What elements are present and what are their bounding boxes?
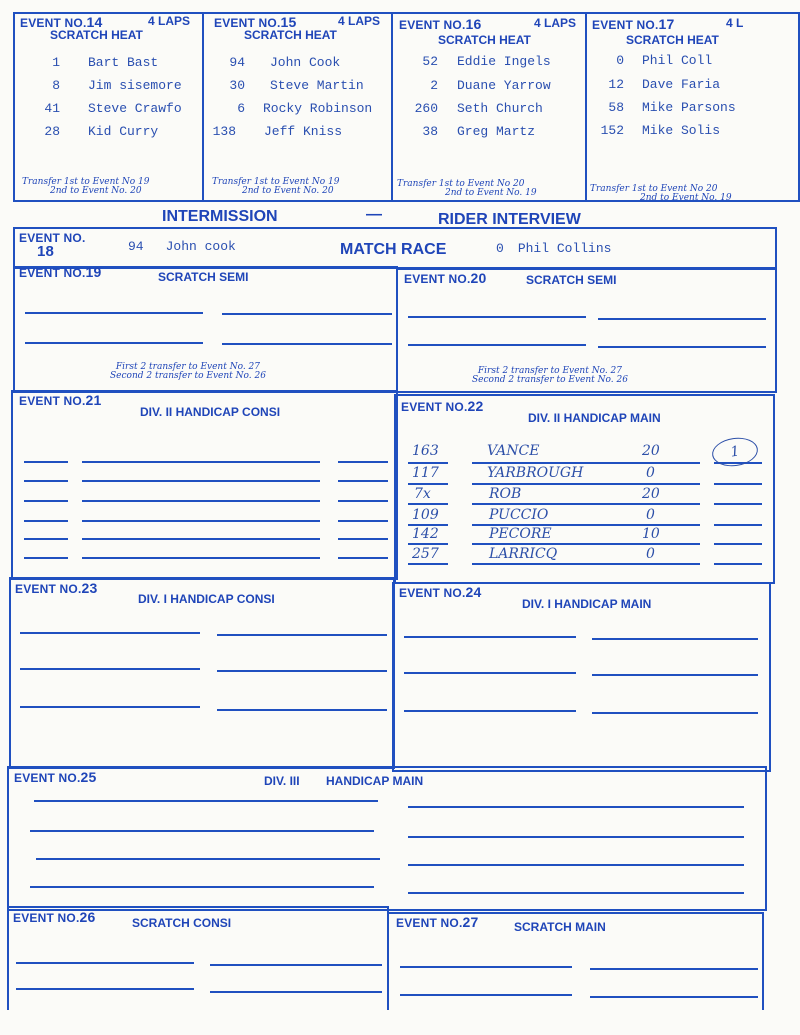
rider-name: Steve Martin (270, 78, 364, 93)
rider-line (20, 632, 200, 634)
rider-line (400, 994, 572, 996)
event-22-title: DIV. II HANDICAP MAIN (528, 411, 661, 425)
rider-row (400, 54, 551, 69)
rider-line (24, 461, 68, 463)
rider-number: 41 (44, 101, 60, 116)
intermission-label: INTERMISSION (162, 208, 278, 225)
rider-line (217, 670, 387, 672)
intermission-dash: — (366, 206, 382, 223)
rider-number: 38 (422, 124, 438, 139)
event-25-label (14, 769, 96, 785)
rider-line (24, 480, 68, 482)
rider-line (24, 520, 68, 522)
event-label: EVENT NO. (19, 231, 86, 245)
entry-number: 117 (412, 465, 439, 481)
match-rider-1 (128, 239, 236, 254)
event-16-label (399, 16, 481, 32)
entry-handicap: 0 (646, 465, 655, 481)
event-14-laps: 4 LAPS (148, 14, 191, 28)
rider-number: 1 (52, 55, 60, 70)
event-24-title: DIV. I HANDICAP MAIN (522, 597, 652, 611)
rider-row (592, 77, 720, 92)
rider-row (208, 55, 340, 70)
rider-name: Mike Solis (642, 123, 721, 138)
rider-line (472, 563, 700, 565)
rider-number: 94 (128, 239, 144, 254)
event-number: 17 (658, 16, 675, 32)
rider-line (472, 503, 700, 505)
transfer-line: Second 2 transfer to Event No. 26 (472, 375, 628, 385)
event-21-title: DIV. II HANDICAP CONSI (140, 405, 281, 419)
event-label: EVENT NO. (592, 18, 659, 32)
transfer-line: First 2 transfer to Event No. 27 (115, 362, 261, 372)
rider-line (408, 806, 744, 808)
rider-line (408, 892, 744, 894)
event-label: EVENT NO. (399, 18, 466, 32)
rider-line (592, 638, 758, 640)
rider-row (592, 123, 720, 138)
rider-line (222, 313, 392, 315)
rider-line (472, 543, 700, 545)
rider-line (714, 503, 762, 505)
transfer-line: First 2 transfer to Event No. 27 (477, 366, 623, 376)
rider-line (210, 964, 382, 966)
event-label: EVENT NO. (396, 916, 463, 930)
rider-name: Kid Curry (88, 124, 159, 139)
rider-line (408, 344, 586, 346)
transfer-note (472, 367, 628, 385)
rider-line (714, 563, 762, 565)
event-17-title: SCRATCH HEAT (626, 33, 719, 47)
event-20-label (404, 270, 486, 286)
rider-line (82, 520, 320, 522)
rider-line (20, 706, 200, 708)
transfer-line: Transfer 1st to Event No 19 (22, 177, 150, 187)
event-label: EVENT NO. (19, 266, 86, 280)
rider-line (34, 800, 378, 802)
rider-line (217, 634, 387, 636)
transfer-line: 2nd to Event No. 20 (242, 186, 334, 196)
transfer-note (22, 178, 150, 196)
rider-row (592, 100, 736, 115)
transfer-note (110, 363, 266, 381)
rider-line (408, 563, 448, 565)
rider-line (404, 672, 576, 674)
entry-number: 7x (414, 486, 431, 502)
rider-line (30, 886, 374, 888)
entry-name: LARRICQ (489, 546, 558, 562)
rider-line (338, 480, 388, 482)
rider-line (408, 503, 448, 505)
event-label: EVENT NO. (20, 16, 87, 30)
event-25-title-main: HANDICAP MAIN (326, 774, 424, 788)
rider-line (472, 462, 700, 464)
rider-line (408, 864, 744, 866)
event-number: 14 (86, 14, 103, 30)
rider-number: 138 (212, 124, 236, 139)
event-number: 18 (37, 243, 55, 260)
rider-name: Eddie Ingels (457, 54, 551, 69)
rider-row (208, 101, 372, 116)
rider-line (338, 520, 388, 522)
event-label: EVENT NO. (214, 16, 281, 30)
event-17-label (592, 16, 674, 32)
event-19-title: SCRATCH SEMI (158, 270, 249, 284)
rider-name: John cook (165, 239, 236, 254)
rider-name: Dave Faria (642, 77, 721, 92)
rider-number: 260 (414, 101, 438, 116)
entry-handicap: 20 (642, 486, 660, 502)
event-16-laps: 4 LAPS (534, 16, 577, 30)
entry-name: VANCE (487, 443, 540, 459)
rider-row (25, 124, 158, 139)
transfer-line: 2nd to Event No. 20 (50, 186, 142, 196)
rider-line (24, 500, 68, 502)
transfer-note (212, 178, 340, 196)
rider-interview-label: RIDER INTERVIEW (438, 211, 581, 228)
rider-name: Phil Coll (642, 53, 713, 68)
place-mark: 1 (729, 443, 741, 461)
entry-handicap: 0 (646, 546, 655, 562)
event-26-label (13, 909, 95, 925)
event-27-label (396, 914, 478, 930)
rider-line (16, 988, 194, 990)
rider-number: 52 (422, 54, 438, 69)
rider-row (400, 78, 551, 93)
rider-line (408, 543, 448, 545)
rider-line (25, 342, 203, 344)
rider-row (400, 124, 535, 139)
event-26-title: SCRATCH CONSI (132, 916, 232, 930)
rider-row (25, 101, 182, 116)
rider-row (208, 78, 364, 93)
rider-line (590, 996, 758, 998)
rider-line (714, 483, 762, 485)
rider-line (82, 480, 320, 482)
transfer-line: 2nd to Event No. 19 (640, 193, 732, 203)
event-15-laps: 4 LAPS (338, 14, 381, 28)
rider-number: 58 (608, 100, 624, 115)
entry-name: PUCCIO (489, 507, 549, 523)
rider-line (592, 674, 758, 676)
transfer-note (397, 180, 537, 198)
rider-row (208, 124, 342, 139)
entry-number: 109 (412, 507, 439, 523)
event-number: 20 (470, 270, 487, 286)
rider-row (592, 53, 712, 68)
event-number: 21 (85, 392, 102, 408)
rider-name: Rocky Robinson (263, 101, 373, 116)
transfer-line: Transfer 1st to Event No 19 (212, 177, 340, 187)
rider-line (30, 830, 374, 832)
transfer-line: Transfer 1st to Event No 20 (397, 179, 525, 189)
rider-line (408, 316, 586, 318)
rider-name: Bart Bast (88, 55, 159, 70)
rider-number: 94 (229, 55, 245, 70)
rider-name: Duane Yarrow (457, 78, 551, 93)
rider-line (20, 668, 200, 670)
rider-line (714, 543, 762, 545)
rider-row (25, 78, 182, 93)
rider-name: Jeff Kniss (264, 124, 343, 139)
event-21-label (19, 392, 101, 408)
event-number: 24 (465, 584, 482, 600)
entry-handicap: 10 (642, 526, 660, 542)
rider-line (82, 461, 320, 463)
rider-line (16, 962, 194, 964)
match-race-title: MATCH RACE (340, 241, 447, 258)
transfer-line: Second 2 transfer to Event No. 26 (110, 371, 266, 381)
rider-name: Steve Crawfo (88, 101, 182, 116)
rider-name: Mike Parsons (642, 100, 736, 115)
rider-name: Jim sisemore (88, 78, 182, 93)
rider-line (338, 500, 388, 502)
event-label: EVENT NO. (14, 771, 81, 785)
rider-line (472, 483, 700, 485)
rider-number: 2 (430, 78, 438, 93)
event-15-title: SCRATCH HEAT (244, 28, 337, 42)
event-label: EVENT NO. (399, 586, 466, 600)
rider-number: 12 (608, 77, 624, 92)
rider-row (400, 101, 543, 116)
transfer-line: Transfer 1st to Event No 20 (590, 184, 718, 194)
event-label: EVENT NO. (15, 582, 82, 596)
event-label: EVENT NO. (13, 911, 80, 925)
event-number: 25 (80, 769, 97, 785)
rider-line (590, 968, 758, 970)
rider-line (404, 636, 576, 638)
event-number: 22 (467, 398, 484, 414)
event-27-title: SCRATCH MAIN (514, 920, 606, 934)
event-14-title: SCRATCH HEAT (50, 28, 143, 42)
rider-line (714, 524, 762, 526)
rider-number: 0 (496, 241, 504, 256)
rider-line (408, 462, 448, 464)
rider-line (24, 557, 68, 559)
rider-number: 0 (616, 53, 624, 68)
rider-number: 28 (44, 124, 60, 139)
entry-number: 142 (412, 526, 439, 542)
rider-number: 6 (237, 101, 245, 116)
entry-name: YARBROUGH (487, 465, 584, 481)
entry-handicap: 0 (646, 507, 655, 523)
event-19-label (19, 264, 101, 280)
rider-number: 152 (600, 123, 624, 138)
event-25-title-div: DIV. III (264, 774, 300, 788)
event-number: 16 (465, 16, 482, 32)
rider-number: 8 (52, 78, 60, 93)
entry-name: ROB (489, 486, 522, 502)
rider-row (25, 55, 158, 70)
rider-line (36, 858, 380, 860)
event-number: 19 (85, 264, 102, 280)
rider-name: Greg Martz (457, 124, 536, 139)
entry-number: 257 (412, 546, 439, 562)
rider-line (598, 318, 766, 320)
event-label: EVENT NO. (404, 272, 471, 286)
rider-line (82, 538, 320, 540)
rider-line (408, 483, 448, 485)
event-number: 27 (462, 914, 479, 930)
event-number: 15 (280, 14, 297, 30)
rider-line (338, 557, 388, 559)
rider-line (404, 710, 576, 712)
event-18-label (19, 231, 85, 259)
rider-line (82, 557, 320, 559)
event-16-title: SCRATCH HEAT (438, 33, 531, 47)
event-20-title: SCRATCH SEMI (526, 273, 617, 287)
entry-name: PECORE (489, 526, 552, 542)
rider-line (222, 343, 392, 345)
rider-line (592, 712, 758, 714)
rider-line (82, 500, 320, 502)
event-label: EVENT NO. (19, 394, 86, 408)
event-23-title: DIV. I HANDICAP CONSI (138, 592, 275, 606)
match-rider-2 (496, 241, 611, 256)
rider-line (24, 538, 68, 540)
event-24-label (399, 584, 481, 600)
transfer-line: 2nd to Event No. 19 (445, 188, 537, 198)
event-23-label (15, 580, 97, 596)
rider-name: John Cook (270, 55, 341, 70)
rider-line (598, 346, 766, 348)
event-label: EVENT NO. (401, 400, 468, 414)
transfer-note (590, 185, 732, 203)
event-22-label (401, 398, 483, 414)
rider-line (400, 966, 572, 968)
rider-line (210, 991, 382, 993)
event-number: 23 (81, 580, 98, 596)
rider-line (338, 461, 388, 463)
event-17-laps: 4 L (726, 16, 744, 30)
rider-name: Phil Collins (517, 241, 612, 256)
entry-handicap: 20 (642, 443, 660, 459)
rider-number: 30 (229, 78, 245, 93)
rider-line (217, 709, 387, 711)
rider-name: Seth Church (457, 101, 543, 116)
rider-line (408, 836, 744, 838)
rider-line (25, 312, 203, 314)
event-number: 26 (79, 909, 96, 925)
rider-line (338, 538, 388, 540)
entry-number: 163 (412, 443, 439, 459)
